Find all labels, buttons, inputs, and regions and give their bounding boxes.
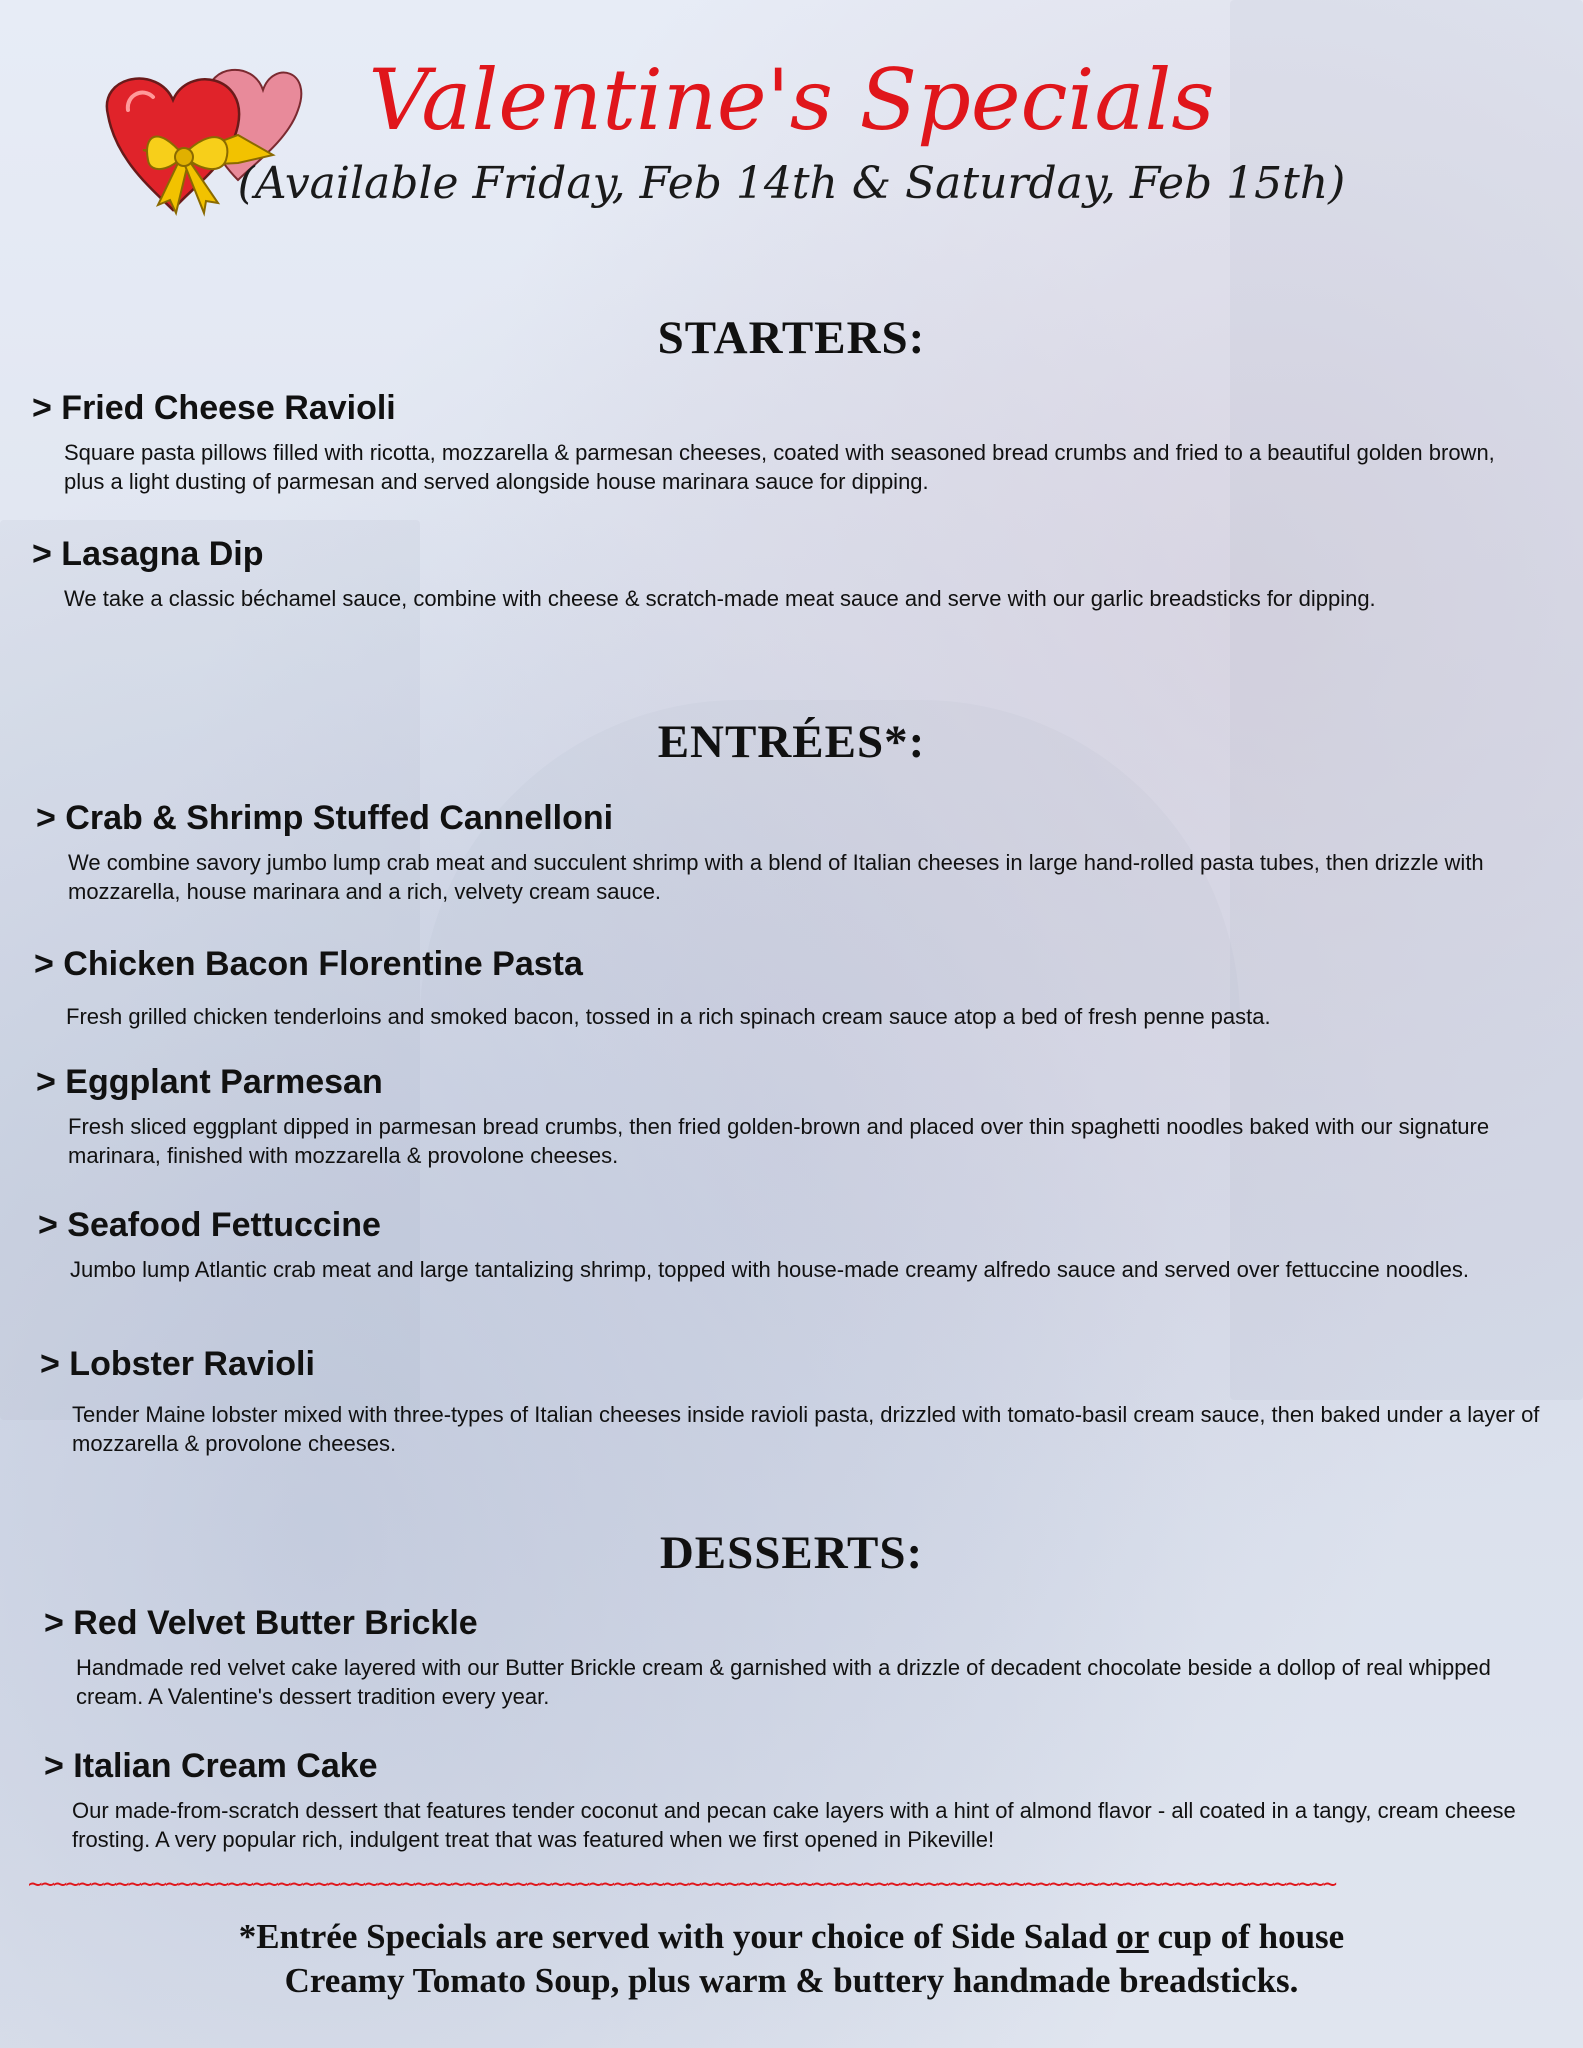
- menu-item: [44, 1746, 1544, 1854]
- menu-item-title: > Seafood Fettuccine: [38, 1206, 381, 1244]
- menu-item-title: > Lobster Ravioli: [40, 1345, 315, 1383]
- menu-item: [36, 798, 1536, 906]
- footer-emphasis: or: [1116, 1917, 1149, 1956]
- menu-item-description: We combine savory jumbo lump crab meat and succulent shrimp with a blend of Italian cheeses in large hand-rolled pasta tubes, then drizzle with mozzarella, house marinara and a rich, velvety cream sauce.: [68, 850, 1484, 904]
- menu-item-description: Fresh grilled chicken tenderloins and smoked bacon, tossed in a rich spinach cream sauce atop a bed of fresh penne pasta.: [66, 1004, 1271, 1029]
- page-title: Valentine's Specials: [368, 51, 1215, 149]
- footer-note: [0, 1915, 1583, 2003]
- footer-line-2: Creamy Tomato Soup, plus warm & buttery handmade breadsticks.: [284, 1961, 1299, 2000]
- menu-item-title: > Italian Cream Cake: [44, 1747, 378, 1785]
- page-subtitle: (Available Friday, Feb 14th & Saturday, Feb 15th): [237, 158, 1346, 209]
- menu-item-description: Handmade red velvet cake layered with our Butter Brickle cream & garnished with a drizzle of decadent chocolate beside a dollop of real whipped cream. A Valentine's dessert tradition every year.: [76, 1655, 1491, 1709]
- menu-item: [32, 388, 1532, 496]
- menu-item-description: Jumbo lump Atlantic crab meat and large tantalizing shrimp, topped with house-made creamy alfredo sauce and served over fettuccine noodles.: [70, 1257, 1469, 1282]
- footer-line-1-end: cup of house: [1148, 1917, 1345, 1956]
- menu-item-title: > Red Velvet Butter Brickle: [44, 1604, 478, 1642]
- footer-line-1-start: *Entrée Specials are served with your choice of Side Salad: [238, 1917, 1117, 1956]
- menu-item: [34, 944, 1534, 1031]
- menu-item-title: > Lasagna Dip: [32, 535, 264, 573]
- menu-item: [38, 1205, 1538, 1284]
- section-heading-starters: STARTERS:: [657, 312, 926, 364]
- footer-line-1: [0, 1915, 1583, 1959]
- menu-item-description: Our made-from-scratch dessert that features tender coconut and pecan cake layers with a hint of almond flavor - all coated in a tangy, cream cheese frosting. A very popular rich, indulgent treat that was featured when we first opened in Pikeville!: [72, 1798, 1516, 1852]
- menu-item-description: We take a classic béchamel sauce, combine with cheese & scratch-made meat sauce and serve with our garlic breadsticks for dipping.: [64, 586, 1376, 611]
- menu-item-title: > Fried Cheese Ravioli: [32, 389, 396, 427]
- menu-item-description: Tender Maine lobster mixed with three-types of Italian cheeses inside ravioli pasta, drizzled with tomato-basil cream sauce, then baked under a layer of mozzarella & provolone cheeses.: [72, 1402, 1540, 1456]
- menu-item-description: Fresh sliced eggplant dipped in parmesan bread crumbs, then fried golden-brown and placed over thin spaghetti noodles baked with our signature marinara, finished with mozzarella & provolone cheeses.: [68, 1114, 1490, 1168]
- menu-item-description: Square pasta pillows filled with ricotta, mozzarella & parmesan cheeses, coated with seasoned bread crumbs and fried to a beautiful golden brown, plus a light dusting of parmesan and served alongside house marinara sauce for dipping.: [64, 440, 1495, 494]
- menu-item: [40, 1344, 1540, 1458]
- menu-item: [32, 534, 1532, 613]
- wavy-divider: ~~~~~~~~~~~~~~~~~~~~~~~~~~~~~~~~~~~~~~~~~~~~~~~~~~~~~~~~~~~~~~~~~~~~~~~~~~~~~~~~~~~~~~~~~~~~~~~~~~~~~~~~~: [28, 1872, 1336, 1896]
- menu-item-title: > Chicken Bacon Florentine Pasta: [34, 945, 583, 983]
- section-heading-desserts: DESSERTS:: [659, 1527, 924, 1579]
- menu-item-title: > Crab & Shrimp Stuffed Cannelloni: [36, 799, 614, 837]
- menu-item: [44, 1603, 1544, 1711]
- menu-item-title: > Eggplant Parmesan: [36, 1063, 383, 1101]
- menu-item: [36, 1062, 1536, 1170]
- section-heading-entrees: ENTRÉES*:: [657, 716, 926, 768]
